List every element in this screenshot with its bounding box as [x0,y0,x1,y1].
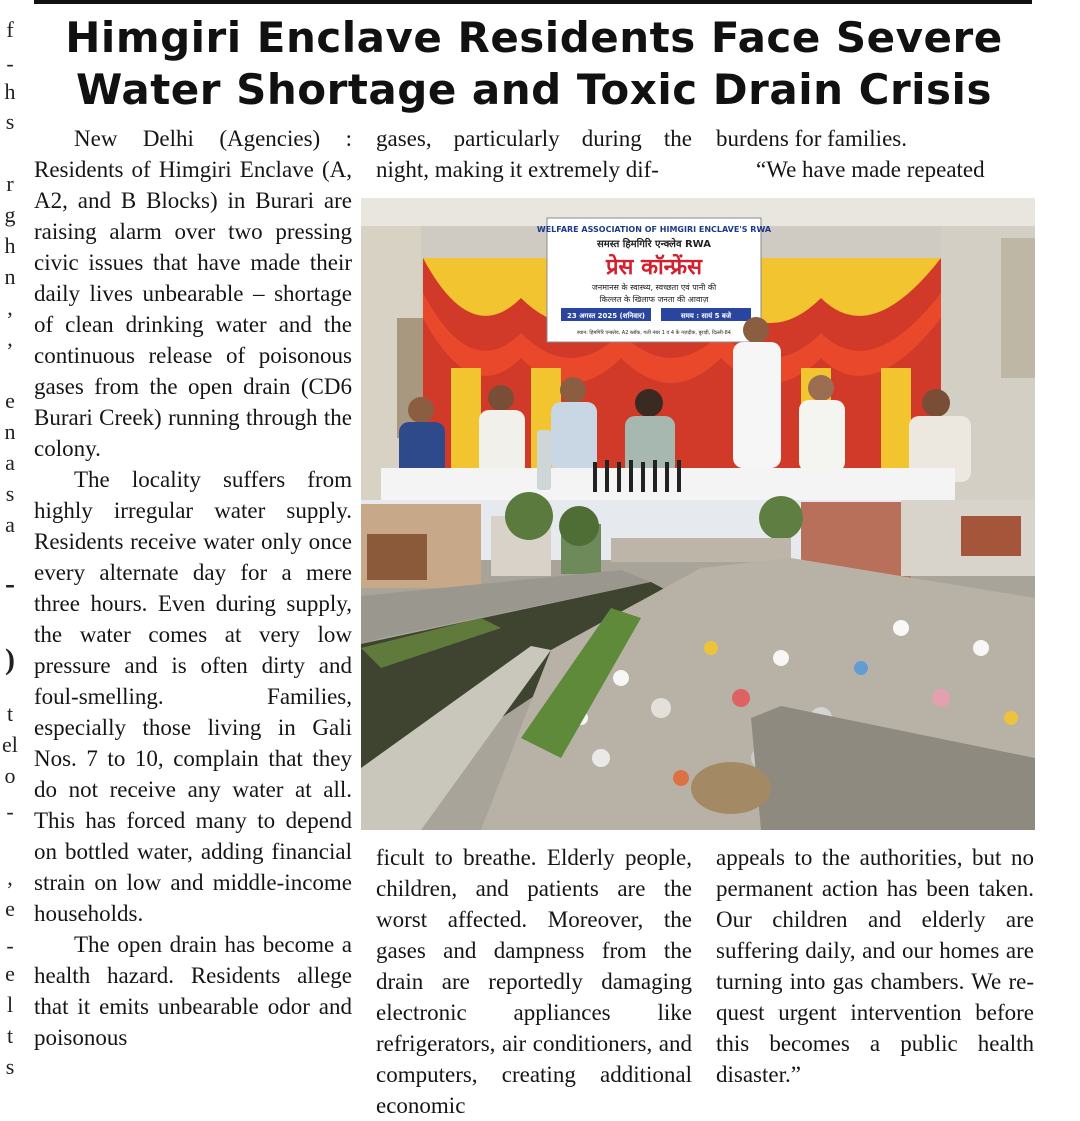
paragraph-drain: The open drain has become a health hazard. Residents allege that it emits unbearable odor and poisonous [34,932,352,1050]
banner-venue: स्थान: हिमगिरि एन्क्लेव, A2 ब्लॉक, गली नंबर 1 व 4 के नज़दीक, बुराड़ी, दिल्ली-84 [577,330,731,336]
headline [34,12,1034,116]
banner-main: प्रेस कॉन्फ्रेंस [606,255,702,280]
prev-fragment: - [5,567,15,600]
prev-fragment: t [6,701,14,726]
prev-fragment: - [6,933,14,958]
prev-fragment: , [7,865,13,890]
paragraph-dateline: New Delhi (Agencies) : Residents of Himgiri Enclave (A, A2, and B Blocks) in Burari are raising alarm over two pressing civic issues that have made their daily lives unbearable – shortage of clean drinking water and the continuous release of poisonous gases from the open drain (CD6 Burari Creek) running through the colony. [34,126,352,461]
prev-fragment: , [7,295,13,320]
banner-time: समय : सायं 5 बजे [680,312,732,320]
prev-fragment: f [6,17,14,42]
headline-line-2: Water Shortage and Toxic Drain Crisis [76,65,992,114]
prev-fragment: r [6,171,14,196]
open-drain-photo [361,492,1035,830]
prev-fragment: n [4,264,16,289]
prev-fragment: n [4,419,16,444]
banner-subtitle: समस्त हिमगिरि एन्क्लेव RWA [596,239,712,250]
prev-fragment: , [7,326,13,351]
prev-fragment: - [6,51,14,76]
prev-fragment: t [6,1023,14,1048]
prev-fragment: s [5,109,15,134]
column-3-top-text-1: burdens for families. [716,126,907,151]
prev-fragment: o [4,763,16,788]
previous-article-column [0,0,20,1113]
prev-fragment: l [6,992,14,1017]
prev-fragment: - [6,799,14,824]
column-2-top-text: gases, particularly during the night, making it extremely dif- [376,126,692,182]
prev-fragment: e [5,896,15,921]
column-2-bottom-text: ficult to breathe. Elderly people, children, and patients are the worst affected. Moreover, the gases and dampness from the drain are reportedly damaging electronic appliances like refrigerators, air conditioners, and computers, creating additional economic [376,845,692,1118]
prev-fragment: a [5,512,15,537]
prev-fragment: a [5,450,15,475]
banner-line-1: जनमानस के स्वास्थ्य, स्वच्छता एवं पानी की [591,283,717,292]
prev-fragment: s [5,481,15,506]
banner-date: 23 अगस्त 2025 (शनिवार) [567,312,645,320]
article-column-2-bottom [376,842,692,1121]
paragraph-water-supply: The locality suffers from highly irregular water supply. Residents receive water only once every alternate day for a mere three hours. Even during supply, the water comes at very low pressure and is often dirty and foul-smelling. Families, especially those living in Gali Nos. 7 to 10, complain that they do not receive any water at all. This has forced many to depend on bottled water, adding financial strain on low and middle-income households. [34,467,352,926]
banner-line-2: किल्लत के खिलाफ जनता की आवाज़ [599,295,709,304]
prev-fragment: h [4,233,16,258]
prev-fragment: s [5,1054,15,1079]
news-photo [361,198,1035,830]
article-column-1 [34,123,352,1053]
column-3-top-text-2: “We have made repeated [756,157,985,182]
top-rule [34,0,1032,4]
headline-line-1: Himgiri Enclave Residents Face Severe [65,13,1003,62]
column-3-bottom-text: appeals to the authorities, but no permanent action has been taken. Our children and elderly are suffering daily, and our homes are turning into gas chambers. We request urgent intervention before this becomes a public health disaster.” [716,845,1034,1087]
banner-title: WELFARE ASSOCIATION OF HIMGIRI ENCLAVE'S RWA [536,225,772,234]
article-column-3-top [716,123,1034,185]
prev-fragment: el [2,732,18,757]
article-column-3-bottom [716,842,1034,1090]
prev-fragment: h [4,79,16,104]
prev-fragment: e [5,388,15,413]
prev-fragment: e [5,961,15,986]
article-column-2-top [376,123,692,185]
prev-fragment: g [4,202,16,227]
press-conference-photo [361,198,1035,500]
prev-fragment: ) [5,643,15,676]
